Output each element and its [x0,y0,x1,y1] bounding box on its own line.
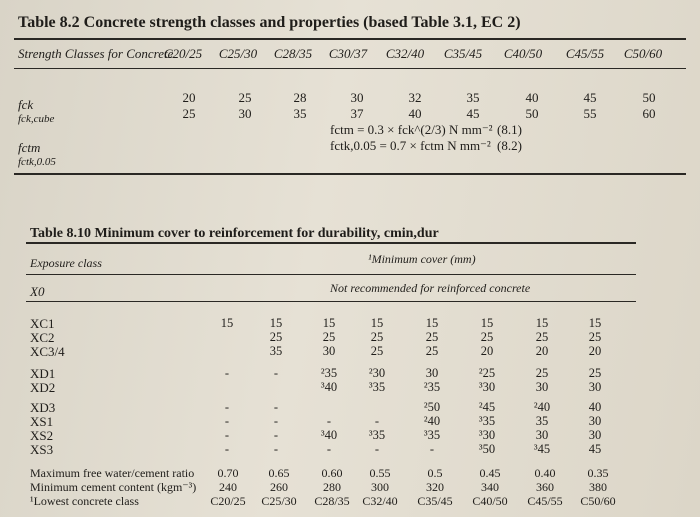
cover-value-cell: 15 [220,316,234,330]
formula-8-2-ref: (8.2) [497,138,522,153]
cover-value-cell: 15 25 20 [535,316,549,358]
x0-note: Not recommended for reinforced concrete [330,281,531,295]
fck-cube-value: 55 [583,106,597,121]
strength-class-header: C45/55 [565,46,605,61]
strength-class-header: C40/50 [503,46,543,61]
table-rule [14,38,686,40]
strength-class-header: C25/30 [218,46,258,61]
footer-value: C28/35 [314,494,350,508]
cover-value-cell: 15 25 25 [370,316,384,358]
cover-value-cell: 15 25 20 [480,316,494,358]
exposure-class-label: XD2 [30,380,56,395]
table-rule [14,68,686,69]
fck-cube-value: 50 [525,106,539,121]
cover-value-cell: - ³40 - [320,414,338,456]
fck-cube-value: 30 [238,106,252,121]
footer-value: 0.65 [268,466,290,480]
footer-value: 0.5 [427,466,443,480]
fck-cube-value: 37 [350,106,364,121]
footer-value: 340 [481,480,499,494]
fck-value: 28 [293,90,307,105]
footer-value: C35/45 [417,494,453,508]
strength-class-header: C20/25 [163,46,203,61]
footer-value: 0.35 [587,466,609,480]
fck-value: 35 [466,90,480,105]
cover-value-cell: - - - - [224,400,230,456]
minimum-cover-header: ¹Minimum cover (mm) [368,252,476,266]
strength-class-header: C28/35 [273,46,313,61]
fck-cube-label: fck,cube [18,113,55,125]
cover-value-cell: 25 30 [535,366,549,394]
strength-class-header: C32/40 [385,46,425,61]
footer-value: 300 [371,480,389,494]
table-rule [26,301,636,302]
footer-value: 380 [589,480,607,494]
fck-cube-value: 60 [642,106,656,121]
footer-value: C32/40 [362,494,398,508]
exposure-class-header: Exposure class [30,256,102,270]
strength-class-header: C30/37 [328,46,368,61]
fck-cube-value: 45 [466,106,480,121]
fck-cube-value: 40 [408,106,422,121]
fck-value: 25 [238,90,252,105]
strength-classes-header: Strength Classes for Concrete [18,46,174,61]
exposure-class-label: XS1 [30,414,54,429]
fck-value: 50 [642,90,656,105]
exposure-class-label: XS3 [30,442,54,457]
footer-row-label: Minimum cement content (kgm⁻³) [30,480,197,494]
cover-value-cell: ²35 ³40 [320,366,338,394]
cover-value-cell: 30 ²35 [423,366,441,394]
cover-value-cell: 15 25 30 [322,316,336,358]
x0-label: X0 [30,284,45,299]
exposure-class-label: XC2 [30,330,55,345]
cover-value-cell: ²25 ³30 [478,366,496,394]
footer-value: 0.45 [479,466,501,480]
fck-value: 30 [350,90,364,105]
cover-value-cell: 40 30 30 45 [588,400,602,456]
footer-value: C45/55 [527,494,563,508]
cover-value-cell: ²45 ³35 ³30 ³50 [478,400,496,456]
fck-cube-value: 35 [293,106,307,121]
footer-value: C25/30 [261,494,297,508]
cover-value-cell: - - - - [273,400,279,456]
fck-cube-value: 25 [182,106,196,121]
fck-label: fck [18,97,34,112]
cover-value-cell: 25 30 [588,366,602,394]
footer-row-label: Maximum free water/cement ratio [30,466,195,480]
cover-value-cell: ²50 ²40 ³35 - [423,400,441,456]
cover-value-cell: 15 25 20 [588,316,602,358]
fck-value: 20 [182,90,196,105]
cover-value-cell: - [224,366,230,380]
table-8-2-caption: Table 8.2 Concrete strength classes and properties (based Table 3.1, EC 2) [18,14,521,31]
footer-value: 0.40 [534,466,556,480]
table-rule [26,274,636,275]
footer-value: 0.70 [217,466,239,480]
footer-value: 360 [536,480,554,494]
strength-class-header: C35/45 [443,46,483,61]
cover-value-cell: ²30 ³35 [368,366,386,394]
footer-value: C20/25 [210,494,246,508]
fck-value: 45 [583,90,597,105]
footer-value: 240 [219,480,237,494]
cover-value-cell: - ³35 - [368,414,386,456]
footer-value: 0.55 [369,466,391,480]
table-rule [26,242,636,244]
table-8-10-caption: Table 8.10 Minimum cover to reinforcement for durability, cmin,dur [30,226,439,241]
exposure-class-label: XD3 [30,400,56,415]
exposure-class-label: XS2 [30,428,54,443]
exposure-class-label: XD1 [30,366,56,381]
fctk-label: fctk,0.05 [18,156,56,168]
fctm-label: fctm [18,140,41,155]
fck-value: 32 [408,90,422,105]
formula-8-1-ref: (8.1) [497,122,522,137]
footer-value: 260 [270,480,288,494]
cover-value-cell: - [273,366,279,380]
footer-value: 320 [426,480,444,494]
fck-value: 40 [525,90,539,105]
formula-8-1: fctm = 0.3 × fck^(2/3) N mm⁻² [330,122,493,137]
table-rule [14,173,686,175]
footer-value: C50/60 [580,494,616,508]
footer-value: C40/50 [472,494,508,508]
footer-value: 280 [323,480,341,494]
cover-value-cell: 15 25 25 [425,316,439,358]
footer-row-label: ¹Lowest concrete class [30,494,139,508]
formula-8-2: fctk,0.05 = 0.7 × fctm N mm⁻² [330,138,491,153]
cover-value-cell: 15 25 35 [269,316,283,358]
cover-value-cell: ²40 35 30 ³45 [533,400,551,456]
strength-class-header: C50/60 [623,46,663,61]
exposure-class-label: XC1 [30,316,55,331]
exposure-class-label: XC3/4 [30,344,65,359]
footer-value: 0.60 [321,466,343,480]
